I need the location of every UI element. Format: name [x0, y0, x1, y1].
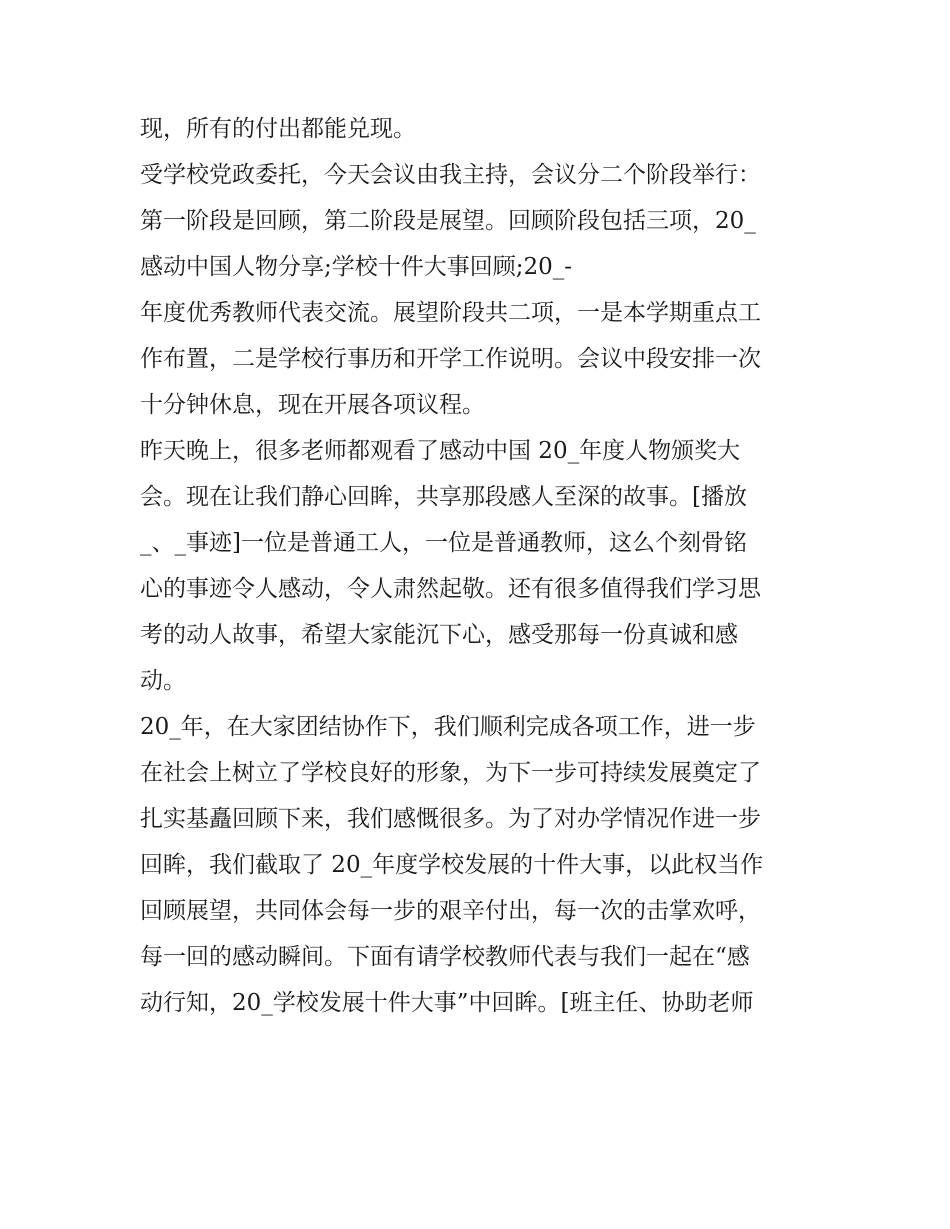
text-line: 受学校党政委托，今天会议由我主持，会议分二个阶段举行： [140, 162, 761, 188]
text-line: 会。现在让我们静心回眸，共享那段感人至深的故事。[播放 [140, 484, 747, 510]
text-line: 年度优秀教师代表交流。展望阶段共二项，一是本学期重点工 [140, 300, 761, 326]
text-line: 第一阶段是回顾，第二阶段是展望。回顾阶段包括三项，20_ [140, 208, 756, 234]
text-line: 回顾展望，共同体会每一步的艰辛付出，每一次的击掌欢呼， [140, 898, 761, 924]
text-line: 考的动人故事，希望大家能沉下心，感受那每一份真诚和感 [140, 622, 738, 648]
text-line: 十分钟休息，现在开展各项议程。 [140, 392, 485, 418]
text-line: 感动中国人物分享;学校十件大事回顾;20_- [140, 254, 573, 280]
text-line: 现，所有的付出都能兑现。 [140, 116, 416, 142]
text-line: 每一回的感动瞬间。下面有请学校教师代表与我们一起在“感 [140, 944, 750, 970]
text-line: 回眸，我们截取了 20_年度学校发展的十件大事，以此权当作 [140, 852, 764, 878]
text-line: 在社会上树立了学校良好的形象，为下一步可持续发展奠定了 [140, 760, 761, 786]
text-line: 动行知，20_学校发展十件大事”中回眸。[班主任、协助老师 [140, 990, 754, 1016]
text-line: 作布置，二是学校行事历和开学工作说明。会议中段安排一次 [140, 346, 761, 372]
text-line: 心的事迹令人感动，令人肃然起敬。还有很多值得我们学习思 [140, 576, 761, 602]
document-body [140, 106, 820, 1026]
text-line: 扎实基矗回顾下来，我们感慨很多。为了对办学情况作进一步 [140, 806, 761, 832]
text-line: 昨天晚上，很多老师都观看了感动中国 20_年度人物颁奖大 [140, 438, 741, 464]
text-line: 动。 [140, 668, 186, 694]
text-line: 20_年，在大家团结协作下，我们顺利完成各项工作，进一步 [140, 714, 756, 740]
text-line: _、_事迹]一位是普通工人，一位是普通教师，这么个刻骨铭 [140, 530, 747, 556]
